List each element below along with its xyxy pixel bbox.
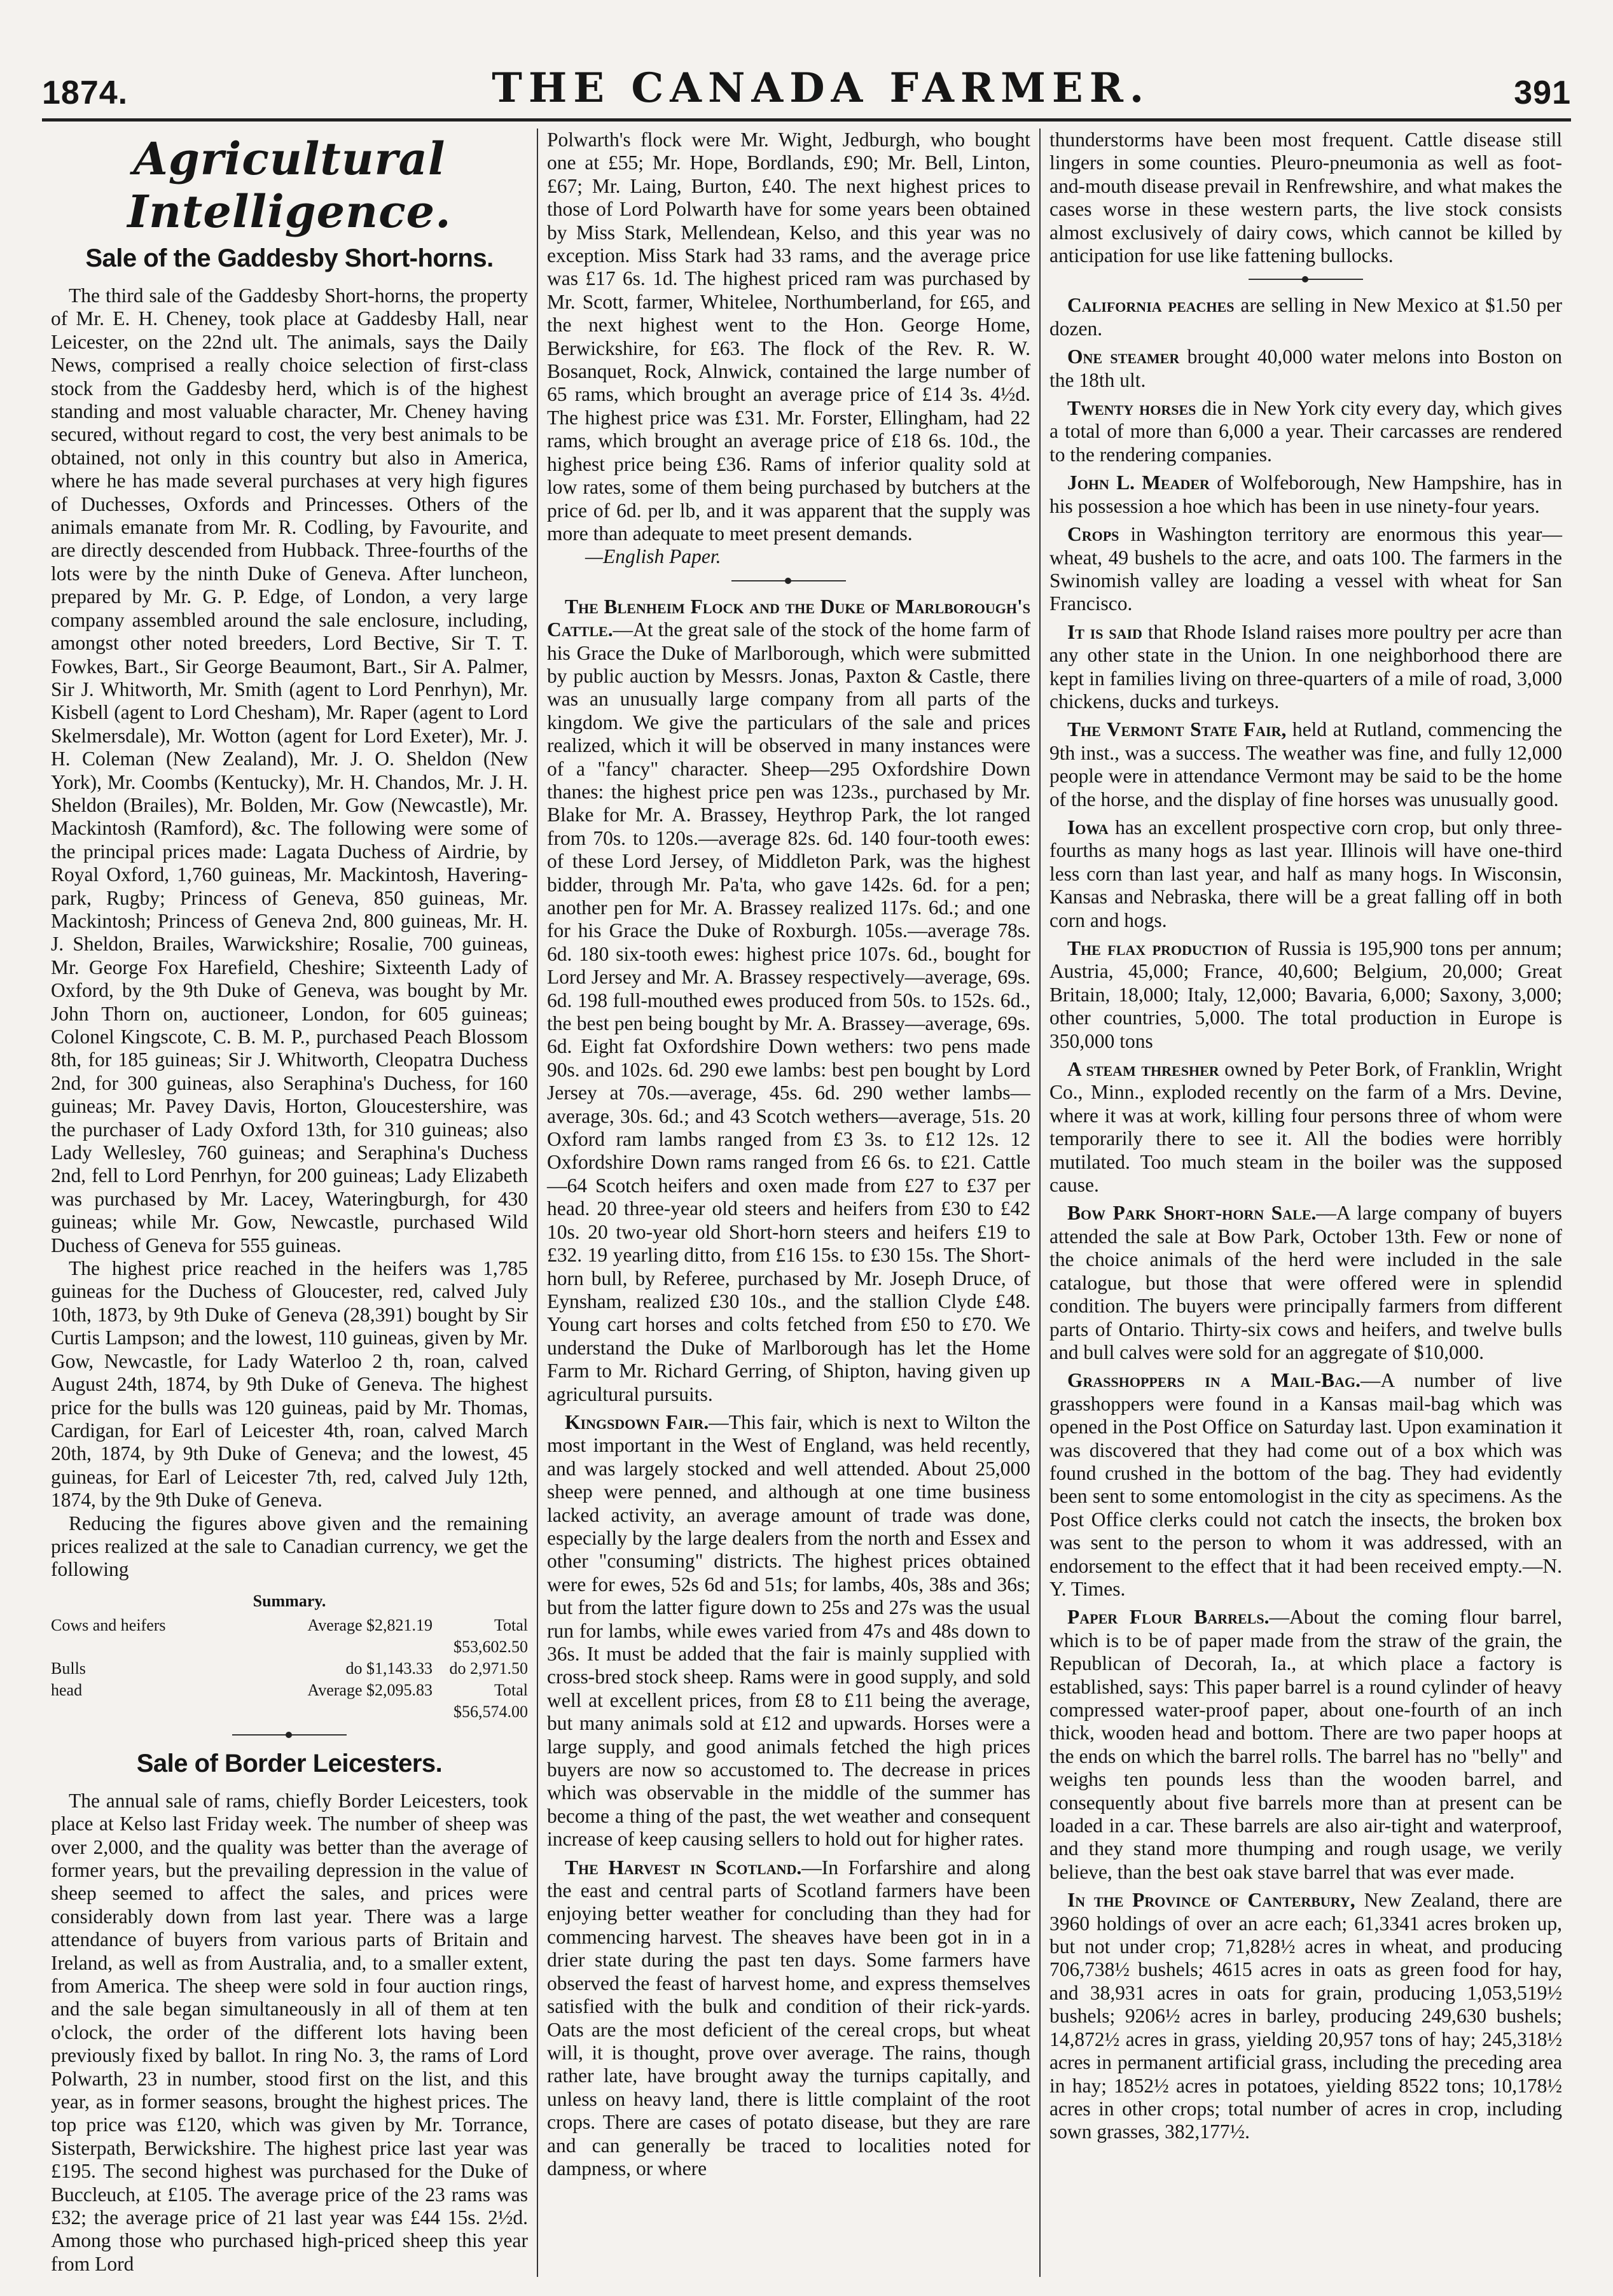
news-item-text: die in New York city every day, which gives a total of more than 6,000 a year. Their carcasses are rendered to the rendering companies. xyxy=(1049,397,1562,466)
summary-row xyxy=(51,1615,528,1658)
summary-total: Total $53,602.50 xyxy=(453,1615,528,1656)
blenheim-body: —At the great sale of the stock of the home farm of his Grace the Duke of Marlborough, which were submitted by public auction by Messrs. Jonas, Paxton & Castle, there was an unusually large company from all parts of the kingdom. We give the particulars of the sale and prices realized, which it will be observed in many instances were of a "fancy" character. Sheep—295 Oxfordshire Down thanes: the highest price pen was 123s., purchased by Mr. Blake for Mr. A. Brassey, Heythrop Park, the lot ranged from 70s. to 120s.—average 82s. 6d. 140 four-tooth ewes: of these Lord Jersey, of Middleton Park, was the highest bidder, through Mr. Pa'ta, who gave 142s. 6d. for a pen; another pen for Mr. A. Brassey realized 117s. 6d.; and one for his Grace the Duke of Roxburgh. 105s.—average 78s. 6d. 180 six-tooth ewes: highest price 107s. 6d., bought for Lord Jersey and Mr. A. Brassey respectively—average, 69s. 6d. 198 full-mouthed ewes produced from 50s. to 152s. 6d., the best pen being bought by Mr. A. Brassey—average, 69s. 6d. Eight fat Oxfordshire Down wethers: two pens made 90s. and 102s. 6d. 290 ewe lambs: best pen bought by Lord Jersey at 70s.—average, 45s. 6d. 290 wether lambs—average, 30s. 6d.; and 43 Scotch wethers—average, 51s. 20 Oxford ram lambs ranged from £3 3s. to £12 12s. 12 Oxfordshire Down rams ranged from £6 6s. to £21. Cattle—64 Scotch heifers and oxen made from £27 to £37 per head. 20 three-year old steers and heifers from £30 to £42 10s. 20 two-year old Short-horn steers and heifers £19 to £32. 19 yearling ditto, from £16 15s. to £30 15s. The Short-horn bull, by Referee, purchased by Mr. Joseph Druce, of Eynsham, realized £30 10s., and the stallion Clyde £48. Young cart horses and colts fetched from £50 to £70. We understand the Duke of Marlborough has let the Home Farm to Mr. Richard Gerring, of Shipton, having given up agricultural pursuits. xyxy=(547,618,1030,1405)
polwarth-continuation: Polwarth's flock were Mr. Wight, Jedburgh, who bought one at £55; Mr. Hope, Bordlands, £90; Mr. Bell, Linton, £67; Mr. Laing, Burton, £40. The next highest prices to those of Lord Polwarth have for some years been obtained by Miss Stark, Mellendean, Kelso, and this year was no exception. Miss Stark had 33 rams, and the average price was £17 6s. 1d. The highest priced ram was purchased by Mr. Scott, farmer, Whitelee, Northumberland, for £65, and the next highest went to the Hon. George Home, Berwickshire, for £63. The flock of the Rev. R. W. Bosanquet, Rock, Alnwick, contained the large number of 65 rams, which brought an average price of £14 3s. 4½d. The highest price was £31. Mr. Forster, Ellingham, had 22 rams, which brought an average price of £18 6s. 10d., the highest price being £36. Rams of inferior quality sold at low rates, some of them being purchased by butchers at the price of 6d. per lb, and it was apparent that the supply was more than adequate to meet present demands. xyxy=(547,129,1030,545)
summary-row xyxy=(51,1680,528,1723)
news-item xyxy=(1049,1369,1562,1601)
news-items xyxy=(1049,294,1562,2143)
kingsdown-title: Kingsdown Fair. xyxy=(565,1410,709,1433)
masthead-title: THE CANADA FARMER. xyxy=(492,64,1151,112)
section-divider xyxy=(731,580,846,581)
news-item xyxy=(1049,523,1562,616)
summary-average: Average $2,821.19 xyxy=(307,1615,433,1634)
news-item-text: New Zealand, there are 3960 holdings of over an acre each; 61,3341 acres broken up, but not under crop; 71,828½ acres in wheat, and producing 706,738½ bushels; 4615 acres in oats as green food for hay, and 38,931 acres in oats for grain, producing 1,053,519½ bushels; 9206½ acres in barley, producing 249,630 bushels; 14,872½ acres in grass, yielding 20,957 tons of hay; 245,318½ acres in permanent artificial grass, including the preceding area in hay; 1852½ acres in potatoes, yielding 8522 tons; 10,178½ acres in other crops; total number of acres in crop, including sown grasses, 382,177½. xyxy=(1049,1889,1563,2143)
news-item-text: brought 40,000 water melons into Boston on the 18th ult. xyxy=(1049,345,1562,391)
gaddesby-paragraph-1: The third sale of the Gaddesby Short-horns, the property of Mr. E. H. Cheney, took place at Gaddesby Hall, near Leicester, on the 22nd ult. The animals, says the Daily News, comprised a really choice selection of first-class stock from the Gaddesby herd, which is of the highest standing and most valuable character, Mr. Cheney having secured, without regard to cost, the very best animals to be obtained, not only in this country but also in America, where he has made several purchases at very high figures of Duchesses, Oxfords and Princesses. Others of the animals emanate from Mr. R. Codling, by Favourite, and are directly descended from Hubback. Three-fourths of the lots were by the ninth Duke of Geneva. After luncheon, prepared by Mr. G. P. Edge, of London, a very large company assembled around the sale enclosure, including, amongst other noted breeders, Lord Bective, Sir T. T. Fowkes, Bart., Sir George Beaumont, Bart., Sir A. Palmer, Sir J. Whitworth, Mr. Smith (agent to Lord Penrhyn), Mr. Kisbell (agent to Lord Chesham), Mr. Raper (agent to Lord Skelmersdale), Mr. Wotton (agent for Lord Exeter), Mr. J. H. Coleman (New Zealand), Mr. J. O. Sheldon (New York), Mr. Coombs (Kentucky), Mr. H. Chandos, Mr. J. H. Sheldon (Brailes), Mr. Bolden, Mr. Gow (Newcastle), Mr. Mackintosh (Ramford), &c. The following were some of the principal prices made: Lagata Duchess of Airdrie, by Royal Oxford, 1,760 guineas, Mr. Mackintosh, Havering-park, Rugby; Princess of Geneva, 850 guineas, Mr. Mackintosh; Princess of Geneva 2nd, 800 guineas, Mr. H. J. Sheldon, Brailes, Warwickshire; Rosalie, 700 guineas, Mr. George Fox Harefield, Cheshire; Sixteenth Lady of Oxford, by the 9th Duke of Geneva, was bought by Mr. John Thorn on, auctioneer, London, for 605 guineas; Colonel Kingscote, C. B. M. P., purchased Peach Blossom 8th, for 185 guineas; Sir J. Whitworth, Cleopatra Duchess 2nd, for 300 guineas, also Seraphina's Duchess, for 160 guineas; Mr. Pavey Davis, Horton, Gloucestershire, was the purchaser of Lady Oxford 13th, for 310 guineas; also Lady Wellesley, 760 guineas; and Seraphina's Duchess 2nd, fell to Lord Penrhyn, for 200 guineas; Lady Elizabeth was purchased by Mr. Lacey, Wateringburgh, for 430 guineas; while Mr. Gow, Newcastle, purchased Wild Duchess of Geneva for 555 guineas. xyxy=(51,284,528,1256)
column-3 xyxy=(1041,129,1571,2277)
summary-table xyxy=(51,1615,528,1723)
news-item xyxy=(1049,471,1562,518)
news-item xyxy=(1049,816,1562,932)
news-item xyxy=(1049,1889,1562,2143)
news-item-lead: The Vermont State Fair, xyxy=(1067,718,1287,741)
columns xyxy=(42,129,1571,2277)
gaddesby-paragraph-3: Reducing the figures above given and the remaining prices realized at the sale to Canadian currency, we get the following xyxy=(51,1512,528,1581)
section-divider xyxy=(232,1734,347,1736)
news-item xyxy=(1049,1058,1562,1197)
border-leicesters-heading: Sale of Border Leicesters. xyxy=(136,1749,443,1778)
harvest-title: The Harvest in Scotland. xyxy=(565,1856,802,1879)
gaddesby-paragraph-2: The highest price reached in the heifers was 1,785 guineas for the Duchess of Gloucester, red, calved July 10th, 1873, by 9th Duke of Geneva (28,391) bought by Sir Curtis Lampson; and the lowest, 110 guineas, given by Mr. Gow, Newcastle, for Lady Waterloo 2 th, roan, calved August 24th, 1874, by 9th Duke of Geneva. The highest price for the bulls was 120 guineas, paid by Mr. Thomas, Cardigan, for Earl of Leicester 4th, roan, calved March 20th, 1874, by 9th Duke of Geneva; and the lowest, 45 guineas, for Earl of Leicester 7th, red, calved July 12th, 1874, by the 9th Duke of Geneva. xyxy=(51,1257,528,1512)
news-item xyxy=(1049,621,1562,714)
news-item-lead: One steamer xyxy=(1067,345,1180,368)
news-item-lead: A steam thresher xyxy=(1067,1058,1219,1081)
masthead-page-number: 391 xyxy=(1514,74,1571,111)
section-title: Agricultural Intelligence. xyxy=(127,132,452,238)
scotland-continuation: thunderstorms have been most frequent. Cattle disease still lingers in some counties. Pleuro-pneumonia as well as foot-and-mouth disease prevail in Renfrewshire, and what makes the cases worse in these western parts, the live stock consists almost exclusively of dairy cows, which cannot be killed by anticipation for use like fattening bullocks. xyxy=(1049,129,1562,267)
news-item-text: that Rhode Island raises more poultry per acre than any other state in the Union. In one neighborhood there are kept in families living on three-quarters of a mile of road, 3,000 chickens, ducks and turkeys. xyxy=(1049,620,1562,713)
masthead-rule xyxy=(42,118,1571,122)
english-paper-source: —English Paper. xyxy=(585,545,721,568)
news-item-text: —A number of live grasshoppers were found in a Kansas mail-bag which was opened in the Post Office on Saturday last. Upon examination it was discovered that they had come out of a box which was found crushed in the bottom of the bag. They had evidently been sent to some entomologist in the city as specimens. As the Post Office clerks could not catch the insects, the broken box was sent to the person to whom it was addressed, with an endorsement to the effect that it had been received empty.—N. Y. Times. xyxy=(1049,1369,1562,1600)
news-item xyxy=(1049,937,1562,1053)
kingsdown-body: —This fair, which is next to Wilton the most important in the West of England, was held recently, and was largely stocked and well attended. About 25,000 sheep were penned, and although at one time business lacked activity, an average amount of trade was done, especially by the large dealers from the north and Essex and other "consuming" districts. The highest prices obtained were for ewes, 52s 6d and 51s; for lambs, 40s, 38s and 36s; but from the latter figure down to 25s and 27s was the usual run for lambs, while ewes varied from 47s and 48s down to 36s. It must be added that the fair is mainly supplied with cross-bred stock sheep. Rams were in good supply, and sold well at excellent prices, from £8 to £11 being the average, but many animals sold at £12 and upwards. Horses were a large supply, and good animals fetched the high prices buyers are now so accustomed to. The decrease in prices which was observable in the middle of the summer has become a thing of the past, the wet weather and consequent increase of keep causing sellers to hold out for higher rates. xyxy=(547,1410,1031,1851)
news-item-lead: The flax production xyxy=(1067,937,1248,959)
news-item xyxy=(1049,345,1562,392)
news-item-text: —A large company of buyers attended the sale at Bow Park, October 13th. Few or none of the choice animals of the herd were included in the sale catalogue, but those that were offered were in splendid condition. The buyers were principally farmers from different parts of Ontario. Thirty-six cows and heifers, and twelve bulls and bull calves were sold for an aggregate of $10,000. xyxy=(1049,1202,1562,1363)
news-item-text: held at Rutland, commencing the 9th inst., was a success. The weather was fine, and fully 12,000 people were in attendance Vermont may be said to be the home of the horse, and the display of fine horses was unusually good. xyxy=(1049,718,1562,811)
blenheim-title: The Blenheim Flock and the Duke of Marlborough's Cattle. xyxy=(547,595,1030,641)
summary-average: Average $2,095.83 xyxy=(307,1680,433,1699)
news-item-text: of Wolfeborough, New Hampshire, has in his possession a hoe which has been in use ninety-four years. xyxy=(1049,471,1562,517)
column-1 xyxy=(42,129,538,2277)
news-item-lead: In the Province of Canterbury, xyxy=(1067,1889,1355,1912)
news-item xyxy=(1049,1202,1562,1364)
border-leicesters-paragraph: The annual sale of rams, chiefly Border Leicesters, took place at Kelso last Friday week. The number of sheep was over 2,000, and the quality was better than the average of former years, but the prevailing depression in the value of sheep seemed to affect the sales, and prices were considerably down from last year. There was a large attendance of buyers from various parts of Britain and Ireland, as well as from Australia, and, to a smaller extent, from America. The sheep were sold in four auction rings, and the sale began simultaneously in all of them at ten o'clock, the order of the different lots having been previously fixed by ballot. In ring No. 3, the rams of Lord Polwarth, 23 in number, stood first on the list, and this year, as in former seasons, brought the highest prices. The top price was £120, which was given by Mr. Torrance, Sisterpath, Berwickshire. The highest price last year was £195. The second highest was purchased for the Duke of Buccleuch, at £105. The average price of the 23 rams was £32; the average price of 21 last year was £44 15s. 2½d. Among those who purchased high-priced sheep this year from Lord xyxy=(51,1789,528,2275)
news-item-lead: Bow Park Short-horn Sale. xyxy=(1067,1202,1317,1225)
news-item-lead: Grasshoppers in a Mail-Bag. xyxy=(1067,1369,1360,1392)
news-item-text: in Washington territory are enormous this year—wheat, 49 bushels to the acre, and oats 100. The farmers in the Swinomish valley are loading a vessel with wheat for San Francisco. xyxy=(1049,523,1562,615)
news-item-lead: Twenty horses xyxy=(1067,397,1196,420)
news-item xyxy=(1049,1606,1562,1884)
column-2 xyxy=(538,129,1041,2277)
news-item-text: —About the coming flour barrel, which is to be of paper made from the straw of the grain, the Republican of Decorah, Ia., at which place a factory is established, says: This paper barrel is a round cylinder of heavy compressed water-proof paper, about one-fourth of an inch thick, wooden head and bottom. There are two paper hoops at the ends on which the barrel rolls. The barrel has no "belly" and weighs ten pounds less than the wooden barrel, and consequently about five barrels more than at present can be loaded in a car. These barrels are also air-tight and waterproof, and they stand more thumping and rough usage, we verily believe, than the best oak stave barrel that was ever made. xyxy=(1049,1606,1562,1883)
summary-label: Bulls xyxy=(51,1659,86,1678)
blenheim-article xyxy=(547,595,1030,1406)
news-item xyxy=(1049,294,1562,340)
news-item-lead: It is said xyxy=(1067,620,1142,643)
news-item-text: owned by Peter Bork, of Franklin, Wright Co., Minn., exploded recently on the farm of a Mrs. Devine, where it was at work, killing four persons three of whom were temporarily there to see it. All the bodies were horribly mutilated. Too much steam in the boiler was the supposed cause. xyxy=(1049,1058,1562,1197)
gaddesby-heading: Sale of the Gaddesby Short-horns. xyxy=(85,244,494,272)
news-item xyxy=(1049,718,1562,811)
masthead-year: 1874. xyxy=(42,74,128,111)
news-item-lead: Crops xyxy=(1067,523,1119,546)
news-item-lead: Paper Flour Barrels. xyxy=(1067,1606,1270,1629)
harvest-article xyxy=(547,1856,1030,2181)
news-item-text: has an excellent prospective corn crop, but only three-fourths as many hogs as last year. Illinois will have one-third less corn than last year, and half as many hogs. In Wisconsin, Kansas and Nebraska, there will be a great falling off in both corn and hogs. xyxy=(1049,816,1562,931)
news-item-lead: John L. Meader xyxy=(1067,471,1210,494)
summary-title: Summary. xyxy=(253,1591,326,1610)
section-divider xyxy=(1249,279,1363,280)
news-item-text: are selling in New Mexico at $1.50 per dozen. xyxy=(1049,294,1563,340)
news-item xyxy=(1049,397,1562,466)
news-item-lead: California peaches xyxy=(1067,294,1235,317)
summary-average: do $1,143.33 xyxy=(345,1659,433,1678)
summary-row xyxy=(51,1658,528,1680)
news-item-lead: Iowa xyxy=(1067,816,1109,838)
summary-total: Total $56,574.00 xyxy=(453,1680,528,1721)
news-item-text: of Russia is 195,900 tons per annum; Austria, 45,000; France, 40,600; Belgium, 20,000; Great Britain, 18,000; Italy, 12,000; Bavaria, 6,000; Saxony, 3,000; other countries, 5,000. The total production in Europe is 350,000 tons xyxy=(1049,937,1562,1052)
kingsdown-article xyxy=(547,1411,1030,1851)
summary-label: head xyxy=(51,1680,83,1699)
masthead xyxy=(42,55,1571,112)
summary-total: do 2,971.50 xyxy=(449,1659,528,1678)
harvest-body: —In Forfarshire and along the east and central parts of Scotland farmers have been enjoying better weather for concluding than they had for commencing harvest. The sheaves have been got in in a drier state during the past ten days. Some farmers have observed the feast of harvest home, and express themselves satisfied with the bulk and condition of their rick-yards. Oats are the most deficient of the cereal crops, but wheat will, it is thought, prove over average. The rains, though rather late, have brought away the turnips capitally, and unless on heavy land, there is little complaint of the root crops. There are cases of potato disease, but they are rare and can generally be traced to localities noted for dampness, or where xyxy=(547,1856,1030,2180)
summary-label: Cows and heifers xyxy=(51,1615,166,1634)
